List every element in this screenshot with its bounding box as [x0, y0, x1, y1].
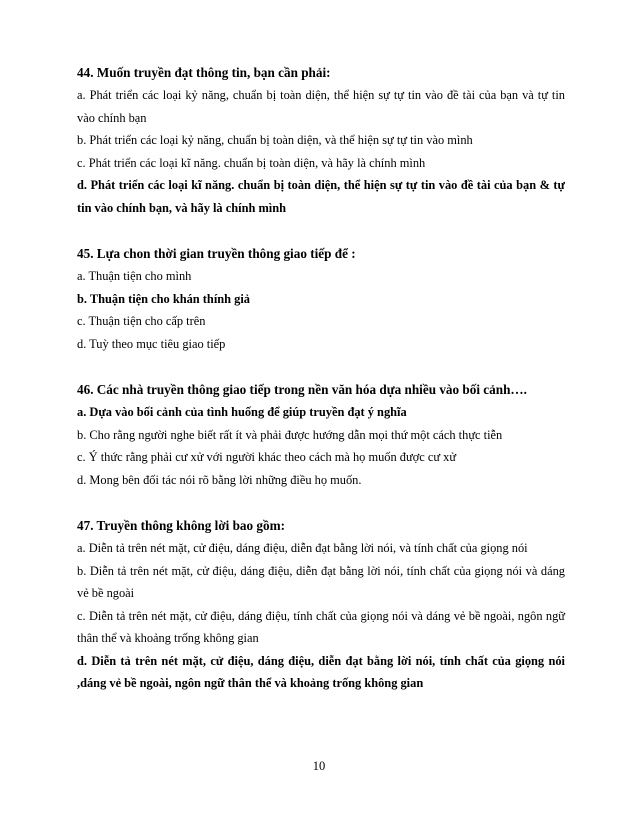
option-d: d. Tuỳ theo mục tiêu giao tiếp — [77, 336, 226, 351]
option-b: b. Diễn tả trên nét mặt, cử điệu, dáng điệu, diễn đạt bằng lời nói, tính chất của giọng nói và dáng vẻ bề ngoài — [77, 563, 565, 600]
option-d: d. Mong bên đối tác nói rõ bằng lời những điều họ muốn. — [77, 472, 362, 487]
option-c: c. Phát triển các loại kĩ năng. chuẩn bị toàn diện, và hãy là chính mình — [77, 155, 426, 170]
option-a: a. Thuận tiện cho mình — [77, 269, 192, 283]
option-a: a. Diễn tả trên nét mặt, cử điệu, dáng điệu, diễn đạt bằng lời nói, và tính chất của giọng nói — [77, 541, 528, 555]
option-c: c. Diễn tả trên nét mặt, cử điệu, dáng điệu, tính chất của giọng nói và dáng vẻ bề ngoài, ngôn ngữ thân thể và khoảng trống không gian — [77, 608, 565, 645]
question-45 — [77, 243, 565, 355]
option-b: b. Phát triển các loại kỷ năng, chuẩn bị toàn diện, và thể hiện sự tự tin vào mình — [77, 133, 473, 147]
option-c: c. Thuận tiện cho cấp trên — [77, 314, 206, 328]
page-number: 10 — [312, 759, 326, 773]
option-d-correct: d. Diễn tả trên nét mặt, cử điệu, dáng điệu, diễn đạt bằng lời nói, tính chất của giọng nói ,dáng vẻ bề ngoài, ngôn ngữ thân thể và khoảng trống không gian — [77, 653, 565, 690]
document-page — [77, 62, 565, 719]
question-47 — [77, 515, 565, 695]
question-44 — [77, 62, 565, 219]
option-d-correct: d. Phát triển các loại kĩ năng. chuẩn bị toàn diện, thể hiện sự tự tin vào đề tài của bạn & tự tin vào chính bạn, và hãy là chính mình — [77, 178, 565, 215]
question-46 — [77, 379, 565, 491]
option-a: a. Phát triển các loại kỷ năng, chuẩn bị toàn diện, thể hiện sự tự tin vào đề tài của bạn và tự tin vào chính bạn — [77, 88, 565, 125]
question-title: 45. Lựa chon thời gian truyền thông giao tiếp để : — [77, 246, 356, 261]
option-b: b. Cho rằng người nghe biết rất ít và phải được hướng dẫn mọi thứ một cách thực tiễn — [77, 427, 503, 442]
question-title: 46. Các nhà truyền thông giao tiếp trong nền văn hóa dựa nhiều vào bối cảnh…. — [77, 382, 527, 397]
question-title: 44. Muốn truyền đạt thông tin, bạn cần phải: — [77, 65, 331, 80]
option-c: c. Ý thức rằng phải cư xử với người khác theo cách mà họ muốn được cư xử — [77, 450, 457, 464]
option-b-correct: b. Thuận tiện cho khán thính giả — [77, 291, 250, 306]
question-title: 47. Truyền thông không lời bao gồm: — [77, 518, 285, 533]
option-a-correct: a. Dựa vào bối cảnh của tình huống để giúp truyền đạt ý nghĩa — [77, 405, 407, 419]
